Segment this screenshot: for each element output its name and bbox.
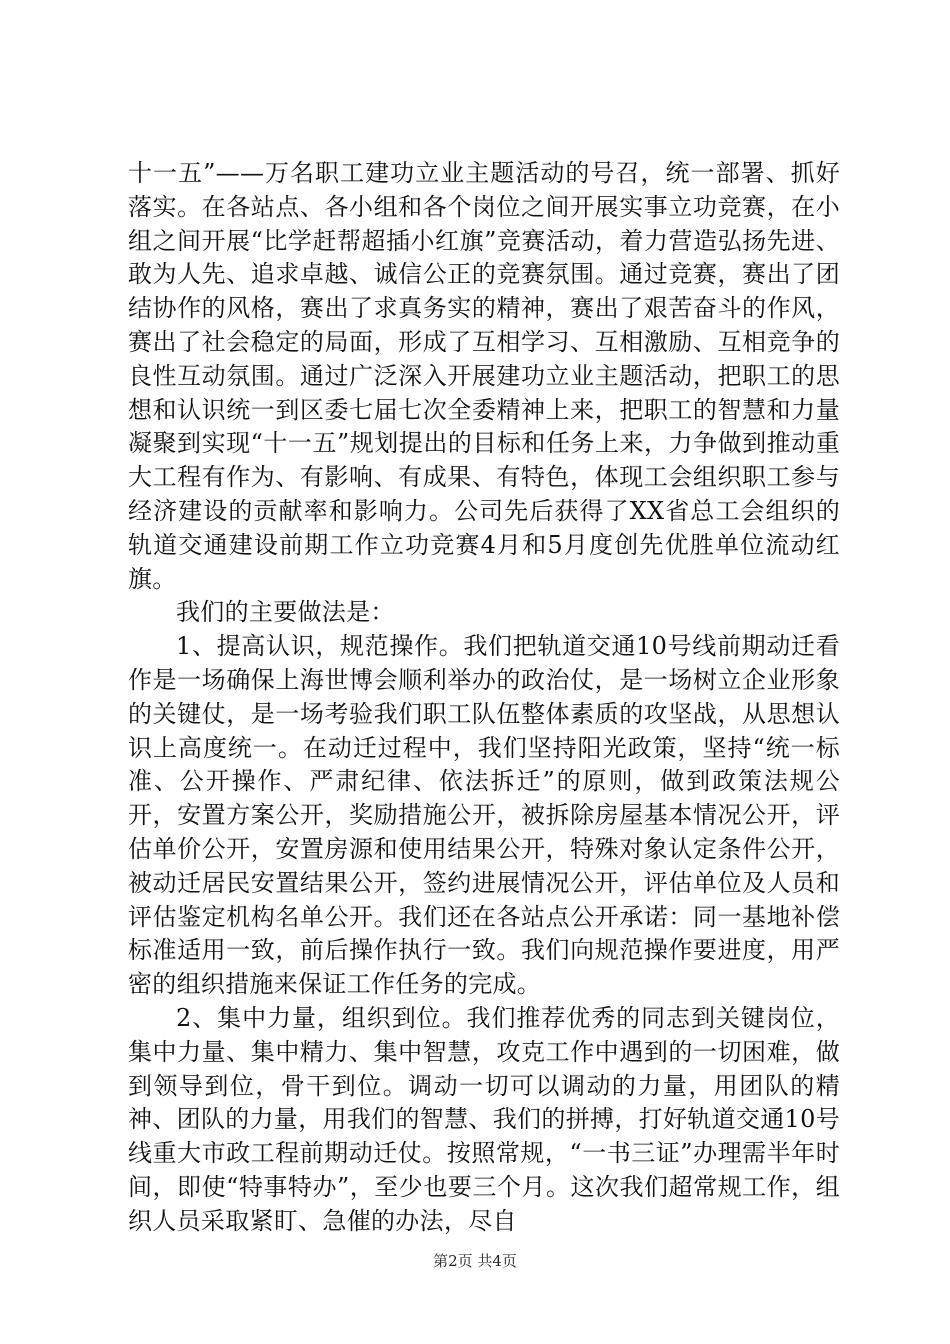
paragraph-method-1: 1、提高认识，规范操作。我们把轨道交通10号线前期动迁看作是一场确保上海世博会顺利举办的政治仗，是一场树立企业形象的关键仗，是一场考验我们职工队伍整体素质的攻坚战，从思想认识上高度统一。在动迁过程中，我们坚持阳光政策，坚持“统一标准、公开操作、严肃纪律、依法拆迁”的原则，做到政策法规公开，安置方案公开，奖励措施公开，被拆除房屋基本情况公开，评估单价公开，安置房源和使用结果公开，特殊对象认定条件公开，被动迁居民安置结果公开，签约进展情况公开，评估单位及人员和评估鉴定机构名单公开。我们还在各站点公开承诺：同一基地补偿标准适用一致，前后操作执行一致。我们向规范操作要进度，用严密的组织措施来保证工作任务的完成。 — [128, 632, 840, 999]
document-body — [128, 157, 840, 1239]
paragraph-continuation: 十一五”——万名职工建功立业主题活动的号召，统一部署、抓好落实。在各站点、各小组和各个岗位之间开展实事立功竞赛，在小组之间开展“比学赶帮超插小红旗”竞赛活动，着力营造弘扬先进、敢为人先、追求卓越、诚信公正的竞赛氛围。通过竞赛，赛出了团结协作的风格，赛出了求真务实的精神，赛出了艰苦奋斗的作风，赛出了社会稳定的局面，形成了互相学习、互相激励、互相竞争的良性互动氛围。通过广泛深入开展建功立业主题活动，把职工的思想和认识统一到区委七届七次全委精神上来，把职工的智慧和力量凝聚到实现“十一五”规划提出的目标和任务上来，力争做到推动重大工程有作为、有影响、有成果、有特色，体现工会组织职工参与经济建设的贡献率和影响力。公司先后获得了XX省总工会组织的轨道交通建设前期工作立功竞赛4月和5月度创先优胜单位流动红旗。 — [128, 159, 840, 593]
paragraph-method-2: 2、集中力量，组织到位。我们推荐优秀的同志到关键岗位，集中力量、集中精力、集中智慧，攻克工作中遇到的一切困难，做到领导到位，骨干到位。调动一切可以调动的力量，用团队的精神、团队的力量，用我们的智慧、我们的拼搏，打好轨道交通10号线重大市政工程前期动迁仗。按照常规，“一书三证”办理需半年时间，即使“特事特办”，至少也要三个月。这次我们超常规工作，组织人员采取紧盯、急催的办法，尽自 — [128, 1003, 840, 1235]
paragraph-main-methods-intro: 我们的主要做法是： — [176, 598, 395, 627]
page-number-footer: 第2页 共4页 — [433, 1252, 517, 1270]
